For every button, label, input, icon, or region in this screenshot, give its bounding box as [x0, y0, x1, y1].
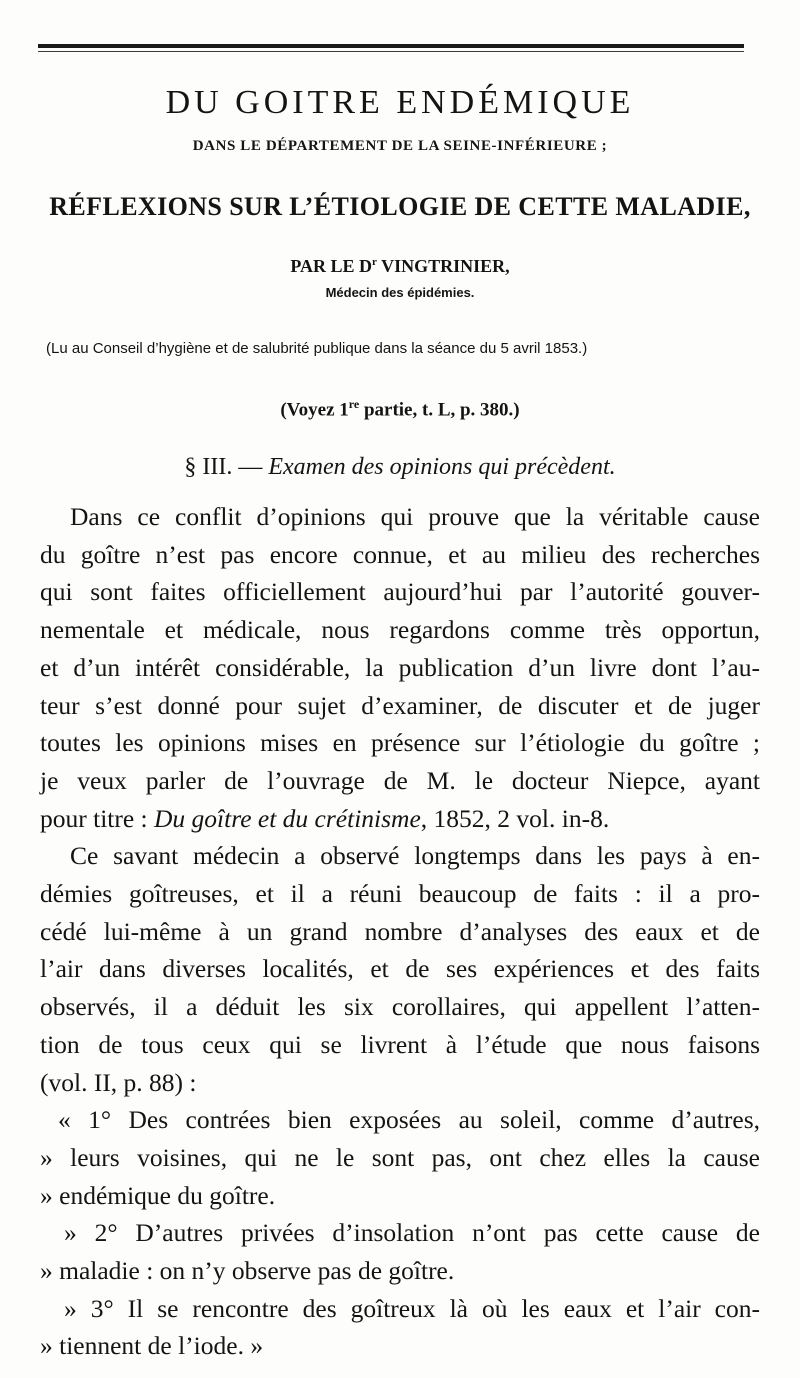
page-subtitle: DANS LE DÉPARTEMENT DE LA SEINE-INFÉRIEURE ; [192, 138, 608, 154]
text-line: l’air dans diverses localités, et de ses expériences et des faits [40, 954, 760, 984]
text-line: toutes les opinions mises en présence sur l’étiologie du goître ; [40, 728, 760, 758]
text-line: Ce savant médecin a observé longtemps dans les pays à en- [70, 841, 760, 871]
text-line: qui sont faites officiellement aujourd’hui par l’autorité gouver- [40, 577, 760, 607]
title-ref-post: , 1852, 2 vol. in-8. [420, 803, 610, 833]
book-title: Du goître et du crétinisme [154, 803, 421, 833]
text-line: démies goîtreuses, et il a réuni beaucoup de faits : il a pro- [40, 879, 760, 909]
quote-line: » 2° D’autres privées d’insolation n’ont pas cette cause de [64, 1218, 760, 1248]
text-line: Dans ce conflit d’opinions qui prouve que la véritable cause [70, 502, 760, 531]
body-text [40, 498, 760, 1365]
text-line: du goître n’est pas encore connue, et au milieu des recherches [40, 539, 760, 569]
author-role: Médecin des épidémies. [325, 285, 475, 300]
text-line: et d’un intérêt considérable, la publication d’un livre dont l’au- [40, 652, 760, 682]
text-line: nementale et médicale, nous regardons comme très opportun, [40, 615, 760, 645]
text-line [40, 800, 760, 838]
title-ref-pre: pour titre : [40, 803, 155, 833]
author-sup: r [372, 256, 377, 268]
quote-line: » leurs voisines, qui ne le sont pas, ont chez elles la cause [40, 1142, 760, 1172]
header-rule-thick [38, 44, 744, 48]
author-line [0, 256, 800, 277]
reading-note: (Lu au Conseil d’hygiène et de salubrité publique dans la séance du 5 avril 1853.) [46, 340, 588, 357]
text-line: tion de tous ceux qui se livrent à l’étude que nous faisons [40, 1029, 760, 1059]
text-line: (vol. II, p. 88) : [40, 1067, 197, 1097]
header-rule-thin [38, 51, 744, 52]
text-line: teur s’est donné pour sujet d’examiner, de discuter et de juger [40, 690, 760, 720]
voyez-pre: (Voyez 1 [280, 399, 349, 421]
author-name: VINGTRINIER, [376, 256, 510, 276]
text-line: cédé lui-même à un grand nombre d’analyses des eaux et de [40, 916, 760, 946]
voyez-sup: re [348, 397, 360, 411]
quote-line: « 1° Des contrées bien exposées au soleil, comme d’autres, [58, 1105, 760, 1135]
page-title: DU GOITRE ENDÉMIQUE [165, 84, 635, 121]
voyez-post: partie, t. L, p. 380.) [359, 399, 520, 421]
section-title: Examen des opinions qui précèdent. [268, 454, 616, 480]
text-line: observés, il a déduit les six corollaires, qui appellent l’atten- [40, 992, 760, 1022]
text-line: je veux parler de l’ouvrage de M. le docteur Niepce, ayant [40, 765, 760, 795]
section-heading [0, 454, 800, 481]
article-heading: RÉFLEXIONS SUR L’ÉTIOLOGIE DE CETTE MALADIE, [49, 192, 751, 221]
section-number: § III. — [184, 454, 269, 480]
quote-line: » tiennent de l’iode. » [40, 1331, 264, 1361]
author-prefix: PAR LE D [290, 256, 373, 276]
cross-reference [0, 397, 800, 421]
quote-line: » 3° Il se rencontre des goîtreux là où les eaux et l’air con- [64, 1293, 760, 1323]
quote-line: » endémique du goître. [40, 1180, 276, 1210]
quote-line: » maladie : on n’y observe pas de goître. [40, 1256, 455, 1286]
